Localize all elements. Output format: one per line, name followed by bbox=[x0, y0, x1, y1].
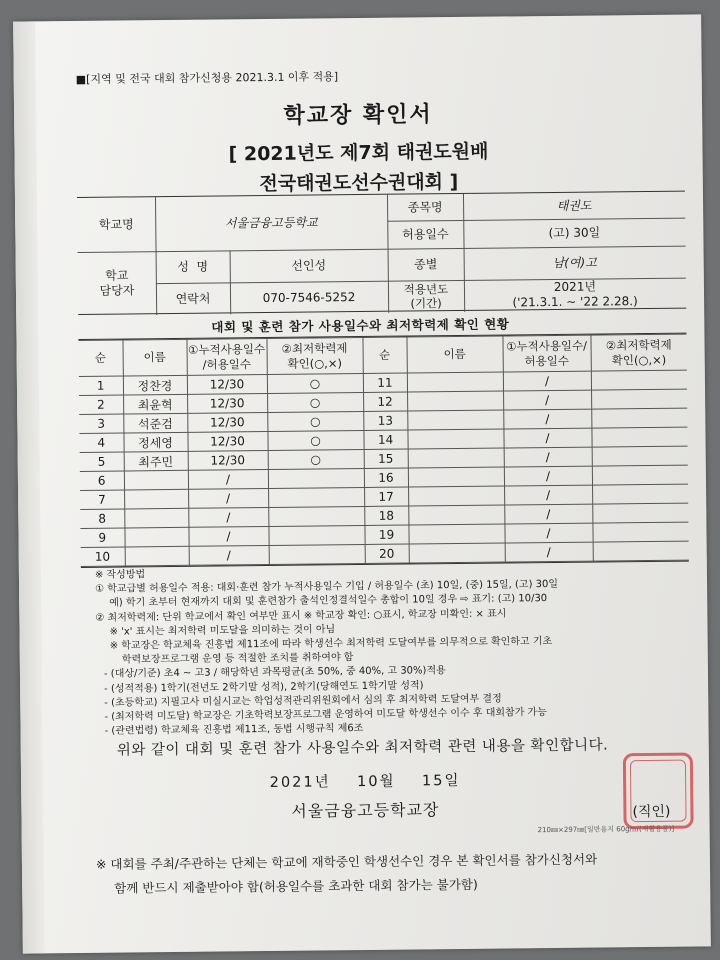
used-days: / bbox=[188, 488, 268, 508]
row-number: 4 bbox=[79, 433, 123, 452]
student-name: 최주민 bbox=[124, 451, 188, 471]
school-name-label: 학교명 bbox=[98, 216, 134, 232]
row-number: 12 bbox=[363, 392, 407, 411]
student-name bbox=[124, 470, 188, 490]
used-days: / bbox=[504, 447, 592, 467]
row-number: 15 bbox=[364, 449, 408, 468]
min-grade-check bbox=[268, 506, 364, 526]
row-number: 16 bbox=[364, 468, 408, 487]
min-grade-check bbox=[592, 465, 688, 485]
student-table bbox=[78, 333, 688, 568]
section-title: 대회 및 훈련 참가 사용일수와 최저학력제 확인 현황 bbox=[211, 316, 510, 335]
used-days: / bbox=[503, 371, 591, 391]
min-grade-check: ○ bbox=[267, 430, 363, 450]
principal-name: 서울금융고등학교장 bbox=[291, 800, 440, 821]
note-item: ※ 학교장은 학교체육 진흥법 제11조에 따라 학생선수 최저학력 도달여부를 의무적으로 확인하고 기초 bbox=[109, 635, 553, 652]
row-number: 2 bbox=[79, 395, 123, 414]
school-name-value: 서울금융고등학교 bbox=[224, 214, 318, 230]
row-number: 5 bbox=[80, 452, 124, 471]
row-number: 1 bbox=[79, 376, 123, 395]
used-days: / bbox=[503, 428, 591, 448]
used-days: / bbox=[189, 545, 269, 565]
row-number: 13 bbox=[363, 411, 407, 430]
row-number: 10 bbox=[81, 547, 125, 566]
student-name bbox=[408, 524, 504, 544]
apply-year-value: 2021년 bbox=[553, 279, 597, 294]
competition-title-line2: 전국태권도선수권대회 ] bbox=[259, 170, 459, 196]
min-grade-check bbox=[268, 525, 364, 545]
confirmation-statement: 위와 같이 대회 및 훈련 참가 사용일수와 최저학력 관련 내용을 확인합니다. bbox=[116, 737, 609, 759]
allowed-days-value: (고) 30일 bbox=[548, 224, 601, 240]
min-grade-check: ○ bbox=[267, 373, 363, 393]
min-grade-check: ○ bbox=[267, 392, 363, 412]
gender-value: 남(여)고 bbox=[552, 255, 597, 270]
signature-date: 2021년 10월 15일 bbox=[269, 772, 461, 791]
min-grade-check bbox=[268, 468, 364, 488]
used-days: / bbox=[504, 523, 592, 543]
manager-name-value: 선인성 bbox=[291, 257, 327, 273]
min-grade-check bbox=[592, 484, 688, 504]
student-name bbox=[408, 448, 504, 468]
student-name bbox=[407, 391, 503, 411]
header-name-left: 이름 bbox=[122, 339, 186, 376]
manager-name-label: 성 명 bbox=[177, 259, 209, 274]
min-grade-check bbox=[592, 446, 688, 466]
min-grade-check bbox=[592, 503, 688, 523]
note-item: - (대상/기준) 초4 ~ 고3 / 해당학년 과목평균(초 50%, 중 40%, 고 30%)적용 bbox=[103, 665, 446, 681]
student-name bbox=[408, 486, 504, 506]
min-grade-check: ○ bbox=[267, 411, 363, 431]
used-days: / bbox=[504, 504, 592, 524]
note-item: - (최저학력 미도달) 학교장은 기초학력보장프로그램 운영하여 미도달 학생선수 이수 후 대회참가 가능 bbox=[104, 706, 547, 723]
note-item: - (초등학교) 지필고사 미실시교는 학업성적관리위원회에서 심의 후 최저학력 도달여부 결정 bbox=[104, 693, 502, 709]
school-info-box bbox=[77, 191, 686, 315]
apply-year-cell bbox=[464, 278, 686, 312]
student-name bbox=[124, 527, 188, 547]
used-days: 12/30 bbox=[188, 450, 268, 470]
used-days: 12/30 bbox=[187, 412, 267, 432]
notes-heading: ※ 작성방법 bbox=[94, 569, 146, 581]
student-name: 정찬경 bbox=[123, 375, 187, 395]
used-days: / bbox=[504, 485, 592, 505]
used-days: / bbox=[503, 409, 591, 429]
student-name: 정세영 bbox=[123, 432, 187, 452]
min-grade-check bbox=[592, 522, 688, 542]
student-name bbox=[407, 429, 503, 449]
min-grade-check bbox=[269, 544, 365, 564]
used-days: / bbox=[188, 507, 268, 527]
student-name bbox=[124, 508, 188, 528]
student-name bbox=[409, 543, 505, 563]
min-grade-check bbox=[591, 370, 687, 390]
contact-label: 연락처 bbox=[175, 291, 211, 306]
student-name bbox=[408, 505, 504, 525]
paper-spec: 210㎜×297㎜[일반용지 60g/㎡(재활용품)] bbox=[537, 824, 675, 835]
note-item: - (관련법령) 학교체육 진흥법 제11조, 동법 시행규칙 제6조 bbox=[104, 723, 364, 737]
row-number: 6 bbox=[80, 471, 124, 490]
header-check-left: ②최저학력제 확인(○,×) bbox=[266, 337, 362, 374]
used-days: 12/30 bbox=[187, 431, 267, 451]
min-grade-check: ○ bbox=[268, 449, 364, 469]
student-name: 석준검 bbox=[123, 413, 187, 433]
header-note: ■[지역 및 전국 대회 참가신청용 2021.3.1 이후 적용] bbox=[75, 70, 339, 86]
used-days: / bbox=[188, 526, 268, 546]
used-days: 12/30 bbox=[187, 393, 267, 413]
document-page bbox=[13, 14, 711, 953]
row-number: 19 bbox=[364, 525, 408, 544]
min-grade-check bbox=[591, 389, 687, 409]
event-label: 종목명 bbox=[407, 199, 443, 215]
row-number: 9 bbox=[80, 528, 124, 547]
min-grade-check bbox=[268, 487, 364, 507]
row-number: 7 bbox=[80, 490, 124, 509]
min-grade-check bbox=[591, 427, 687, 447]
header-days-right: ①누적사용일수/ 허용일수 bbox=[502, 335, 590, 372]
row-number: 20 bbox=[365, 544, 409, 563]
min-grade-check bbox=[591, 408, 687, 428]
writing-instructions bbox=[95, 563, 697, 740]
student-name bbox=[408, 467, 504, 487]
header-no-left: 순 bbox=[78, 340, 122, 376]
student-name: 최윤혁 bbox=[123, 394, 187, 414]
student-name bbox=[125, 546, 189, 566]
apply-period-value: ('21.3.1. ~ '22 2.28.) bbox=[512, 294, 638, 310]
header-name-right: 이름 bbox=[406, 336, 502, 373]
used-days: / bbox=[503, 390, 591, 410]
note-item: 학력보장프로그램 운영 등 적절한 조치를 취하여야 함 bbox=[121, 652, 354, 666]
used-days: / bbox=[504, 466, 592, 486]
header-days-left: ①누적사용일수 /허용일수 bbox=[186, 338, 266, 375]
note-item: 예) 학기 초부터 현재까지 대회 및 훈련참가 출석인정결석일수 총합이 10일 경우 ⇨ 표기: (고) 10/30 bbox=[109, 593, 548, 610]
header-check-right: ②최저학력제 확인(○,×) bbox=[590, 334, 686, 371]
row-number: 11 bbox=[363, 373, 407, 392]
competition-title-line1: [ 2021년도 제7회 태권도원배 bbox=[228, 140, 489, 166]
event-value: 태권도 bbox=[556, 198, 592, 213]
student-name bbox=[124, 489, 188, 509]
note-item: ※ 'x' 표시는 최저학력 미도달을 의미하는 것이 아님 bbox=[109, 624, 336, 638]
manager-label: 학교 담당자 bbox=[99, 268, 135, 298]
seal-label: (직인) bbox=[632, 803, 671, 821]
min-grade-check bbox=[593, 541, 689, 561]
row-number: 18 bbox=[364, 506, 408, 525]
gender-label: 종별 bbox=[414, 256, 438, 271]
allowed-days-label: 허용일수 bbox=[402, 226, 449, 242]
used-days: 12/30 bbox=[187, 374, 267, 394]
row-number: 17 bbox=[364, 487, 408, 506]
student-name bbox=[407, 410, 503, 430]
contact-value: 070-7546-5252 bbox=[262, 289, 356, 305]
footnote-line2: 함께 반드시 제출받아야 함(허용일수를 초과한 대회 참가는 불가함) bbox=[114, 876, 478, 896]
header-no-right: 순 bbox=[362, 337, 406, 373]
note-item: ② 최저학력제: 단위 학교에서 확인 여부만 표시 ※ 학교장 확인: ○표시, 학교장 미확인: × 표시 bbox=[95, 608, 507, 624]
used-days: / bbox=[188, 469, 268, 489]
document-title: 학교장 확인서 bbox=[283, 102, 433, 129]
note-item: ① 학교급별 허용일수 적용: 대회·훈련 참가 누적사용일수 기입 / 허용일수 (초) 10일, (중) 15일, (고) 30일 bbox=[95, 579, 559, 595]
row-number: 8 bbox=[80, 509, 124, 528]
row-number: 14 bbox=[363, 430, 407, 449]
footnote-line1: ※ 대회를 주최/주관하는 단체는 학교에 재학중인 학생선수인 경우 본 확인서를 참가신청서와 bbox=[95, 851, 598, 872]
note-item: - (성적적용) 1학기(전년도 2학기말 성적), 2학기(당해연도 1학기말 성적) bbox=[104, 679, 424, 695]
used-days: / bbox=[505, 542, 593, 562]
row-number: 3 bbox=[79, 414, 123, 433]
student-name bbox=[407, 372, 503, 392]
footnote bbox=[96, 848, 598, 901]
apply-year-label: 적용년도 (기간) bbox=[403, 281, 449, 311]
